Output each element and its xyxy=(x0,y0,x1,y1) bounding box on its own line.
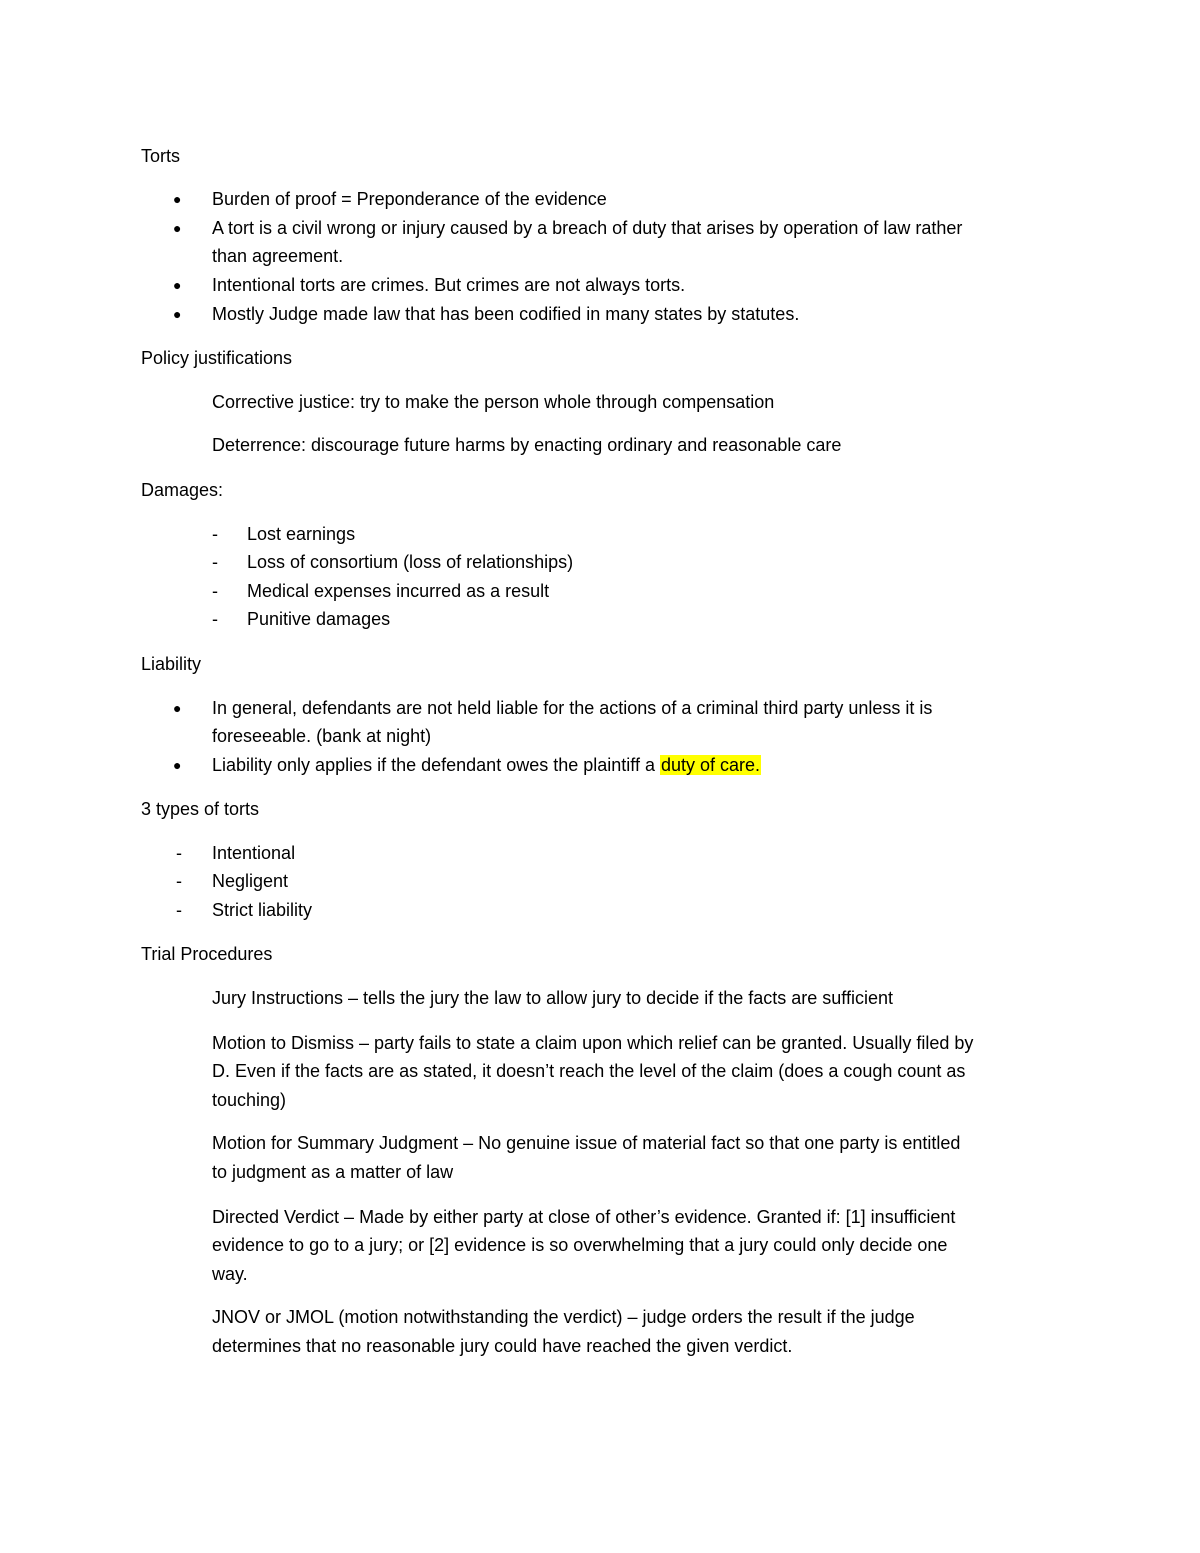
policy-item-corrective: Corrective justice: try to make the person whole through compensation xyxy=(212,392,775,412)
tort-type-item: Strict liability xyxy=(212,900,313,920)
liability-bullet-2 xyxy=(212,753,761,777)
section-heading-liability: Liability xyxy=(141,654,202,674)
section-heading-trial: Trial Procedures xyxy=(141,944,273,964)
trial-jnov-continued: determines that no reasonable jury could have reached the given verdict. xyxy=(212,1336,793,1356)
bullet-icon: ● xyxy=(173,191,182,207)
tort-type-item: Negligent xyxy=(212,871,289,891)
bullet-icon: ● xyxy=(173,220,182,236)
torts-bullet-2-continued: than agreement. xyxy=(212,246,344,266)
damages-item: Medical expenses incurred as a result xyxy=(247,581,550,601)
dash-icon: - xyxy=(176,871,182,891)
section-heading-damages: Damages: xyxy=(141,480,224,500)
bullet-icon: ● xyxy=(173,277,182,293)
trial-summary-judgment: Motion for Summary Judgment – No genuine issue of material fact so that one party is entitled xyxy=(212,1133,961,1153)
liability-bullet-2-text: Liability only applies if the defendant owes the plaintiff a xyxy=(212,755,655,775)
dash-icon: - xyxy=(212,609,218,629)
torts-bullet-2: A tort is a civil wrong or injury caused by a breach of duty that arises by operation of law rather xyxy=(212,218,963,238)
bullet-icon: ● xyxy=(173,757,182,773)
damages-item: Punitive damages xyxy=(247,609,391,629)
trial-directed-verdict-continued: way. xyxy=(212,1264,248,1284)
dash-icon: - xyxy=(176,843,182,863)
highlighted-duty-of-care: duty of care. xyxy=(660,755,761,775)
dash-icon: - xyxy=(212,524,218,544)
trial-summary-judgment-continued: to judgment as a matter of law xyxy=(212,1162,454,1182)
trial-directed-verdict: Directed Verdict – Made by either party at close of other’s evidence. Granted if: [1] insufficient xyxy=(212,1207,956,1227)
dash-icon: - xyxy=(212,552,218,572)
tort-type-item: Intentional xyxy=(212,843,296,863)
liability-bullet-1: In general, defendants are not held liable for the actions of a criminal third party unless it is xyxy=(212,698,933,718)
policy-item-deterrence: Deterrence: discourage future harms by enacting ordinary and reasonable care xyxy=(212,435,842,455)
section-heading-torts: Torts xyxy=(141,146,181,166)
dash-icon: - xyxy=(212,581,218,601)
trial-motion-to-dismiss: Motion to Dismiss – party fails to state a claim upon which relief can be granted. Usually filed by xyxy=(212,1033,974,1053)
trial-directed-verdict-continued: evidence to go to a jury; or [2] evidence is so overwhelming that a jury could only decide one xyxy=(212,1235,948,1255)
trial-motion-to-dismiss-continued: D. Even if the facts are as stated, it doesn’t reach the level of the claim (does a cough count as xyxy=(212,1061,966,1081)
trial-motion-to-dismiss-continued: touching) xyxy=(212,1090,287,1110)
liability-bullet-1-continued: foreseeable. (bank at night) xyxy=(212,726,432,746)
bullet-icon: ● xyxy=(173,306,182,322)
trial-jury-instructions: Jury Instructions – tells the jury the law to allow jury to decide if the facts are sufficient xyxy=(212,988,893,1008)
damages-item: Lost earnings xyxy=(247,524,356,544)
damages-item: Loss of consortium (loss of relationships) xyxy=(247,552,574,572)
section-heading-types: 3 types of torts xyxy=(141,799,260,819)
bullet-icon: ● xyxy=(173,700,182,716)
dash-icon: - xyxy=(176,900,182,920)
section-heading-policy: Policy justifications xyxy=(141,348,293,368)
torts-bullet-1: Burden of proof = Preponderance of the evidence xyxy=(212,189,607,209)
torts-bullet-4: Mostly Judge made law that has been codified in many states by statutes. xyxy=(212,304,800,324)
torts-bullet-3: Intentional torts are crimes. But crimes are not always torts. xyxy=(212,275,686,295)
trial-jnov: JNOV or JMOL (motion notwithstanding the verdict) – judge orders the result if the judge xyxy=(212,1307,915,1327)
